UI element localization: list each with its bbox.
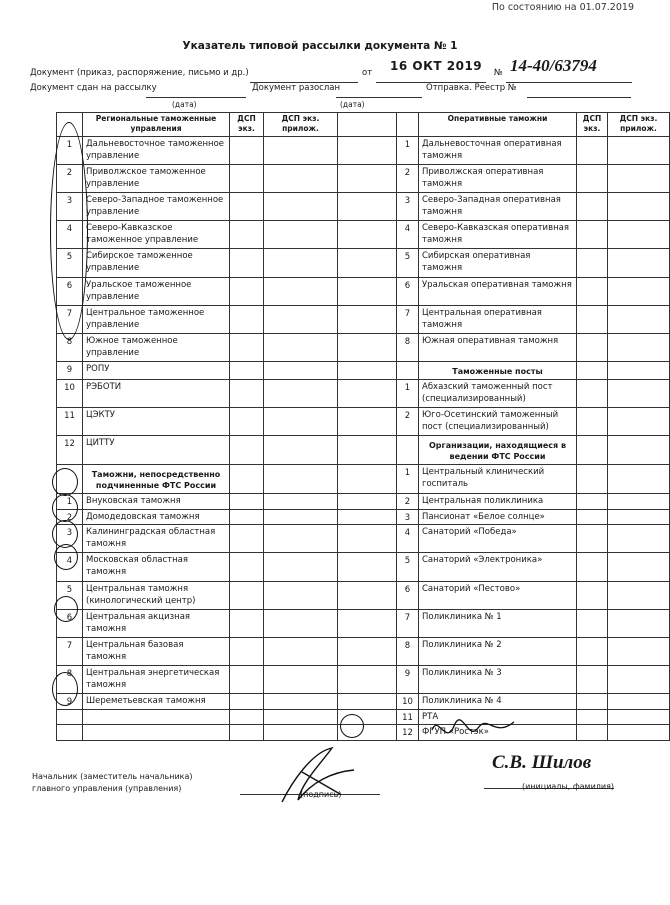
left-dsp-attach <box>264 305 338 333</box>
right-dsp-copies <box>577 553 608 581</box>
right-dsp-attach <box>608 137 670 165</box>
left-org-name <box>83 709 230 725</box>
left-row-number: 9 <box>57 361 83 379</box>
right-org-name: Центральный клинический госпиталь <box>419 464 577 493</box>
right-org-name: Пансионат «Белое солнце» <box>419 509 577 525</box>
right-dsp-attach <box>608 221 670 249</box>
left-row-number: 2 <box>57 509 83 525</box>
left-dsp-attach <box>264 379 338 407</box>
left-dsp-attach <box>264 553 338 581</box>
right-dsp-copies <box>577 725 608 741</box>
left-dsp-copies <box>230 609 264 637</box>
table-row <box>57 464 670 493</box>
left-row-number: 7 <box>57 637 83 665</box>
left-dsp-attach <box>264 193 338 221</box>
right-dsp-attach <box>608 333 670 361</box>
right-dsp-copies <box>577 407 608 435</box>
left-date-cell <box>338 221 397 249</box>
signer-position-line2: главного управления (управления) <box>32 784 182 793</box>
left-dsp-copies <box>230 137 264 165</box>
left-org-name: Центральная акцизная таможня <box>83 609 230 637</box>
right-dsp-copies <box>577 609 608 637</box>
right-row-number: 12 <box>397 725 419 741</box>
header-cell: ДСП экз. прилож. <box>264 113 338 137</box>
right-row-number: 11 <box>397 709 419 725</box>
right-row-number: 2 <box>397 494 419 510</box>
right-dsp-attach <box>608 494 670 510</box>
left-org-name: Московская областная таможня <box>83 553 230 581</box>
right-row-number: 4 <box>397 221 419 249</box>
left-dsp-attach <box>264 581 338 609</box>
right-row-number: 2 <box>397 165 419 193</box>
left-dsp-copies <box>230 581 264 609</box>
from-label: от <box>362 68 373 78</box>
sent-line <box>336 85 422 98</box>
left-dsp-copies <box>230 165 264 193</box>
header-cell: ДСП экз. <box>230 113 264 137</box>
left-date-cell <box>338 249 397 277</box>
left-dsp-copies <box>230 333 264 361</box>
right-dsp-attach <box>608 361 670 379</box>
left-date-cell <box>338 665 397 693</box>
left-row-number: 11 <box>57 407 83 435</box>
header-cell: Региональные таможенные управления <box>83 113 230 137</box>
left-date-cell <box>338 165 397 193</box>
left-row-number: 7 <box>57 305 83 333</box>
right-org-name: Приволжская оперативная таможня <box>419 165 577 193</box>
left-dsp-attach <box>264 221 338 249</box>
left-dsp-attach <box>264 435 338 464</box>
left-date-cell <box>338 137 397 165</box>
table-row <box>57 277 670 305</box>
right-org-name: Уральская оперативная таможня <box>419 277 577 305</box>
right-dsp-attach <box>608 709 670 725</box>
signature-scribble <box>262 742 362 812</box>
table-row <box>57 305 670 333</box>
left-date-cell <box>338 277 397 305</box>
right-org-name: Северо-Западная оперативная таможня <box>419 193 577 221</box>
left-row-number: 6 <box>57 609 83 637</box>
left-dsp-copies <box>230 249 264 277</box>
number-label: № <box>494 68 503 78</box>
right-row-number: 7 <box>397 609 419 637</box>
right-org-name: Южная оперативная таможня <box>419 333 577 361</box>
left-org-name: Дальневосточное таможенное управление <box>83 137 230 165</box>
right-org-name: Поликлиника № 4 <box>419 693 577 709</box>
right-row-number: 10 <box>397 693 419 709</box>
left-dsp-attach <box>264 725 338 741</box>
left-dsp-attach <box>264 665 338 693</box>
right-row-number: 6 <box>397 581 419 609</box>
right-dsp-copies <box>577 277 608 305</box>
right-row-number: 2 <box>397 407 419 435</box>
left-dsp-copies <box>230 553 264 581</box>
right-dsp-copies <box>577 509 608 525</box>
left-dsp-copies <box>230 435 264 464</box>
left-row-number <box>57 709 83 725</box>
left-dsp-attach <box>264 277 338 305</box>
right-row-number: 9 <box>397 665 419 693</box>
table-row <box>57 379 670 407</box>
distribution-table <box>56 112 670 741</box>
left-org-name: РОПУ <box>83 361 230 379</box>
doc-number-handwritten: 14-40/63794 <box>510 56 597 75</box>
left-row-number: 6 <box>57 277 83 305</box>
left-dsp-copies <box>230 407 264 435</box>
left-date-cell <box>338 333 397 361</box>
left-dsp-copies <box>230 305 264 333</box>
right-dsp-copies <box>577 693 608 709</box>
right-row-number: 6 <box>397 277 419 305</box>
left-dsp-attach <box>264 137 338 165</box>
left-date-cell <box>338 693 397 709</box>
left-dsp-attach <box>264 165 338 193</box>
left-row-number: 4 <box>57 221 83 249</box>
registry-line <box>527 85 631 98</box>
right-dsp-attach <box>608 581 670 609</box>
left-org-name: Калининградская областная таможня <box>83 525 230 553</box>
right-row-number: 3 <box>397 509 419 525</box>
signature-caption: (подпись) <box>300 790 342 799</box>
left-dsp-copies <box>230 709 264 725</box>
table-row <box>57 693 670 709</box>
header-cell: ДСП экз. прилож. <box>608 113 670 137</box>
right-dsp-attach <box>608 464 670 493</box>
left-dsp-copies <box>230 464 264 493</box>
left-org-name: ЦИТТУ <box>83 435 230 464</box>
right-row-number <box>397 435 419 464</box>
left-dsp-attach <box>264 509 338 525</box>
right-dsp-copies <box>577 361 608 379</box>
signer-position-line1: Начальник (заместитель начальника) <box>32 772 193 781</box>
right-row-number: 1 <box>397 379 419 407</box>
left-dsp-attach <box>264 525 338 553</box>
right-dsp-copies <box>577 249 608 277</box>
table-row <box>57 637 670 665</box>
left-row-number: 5 <box>57 581 83 609</box>
left-dsp-copies <box>230 379 264 407</box>
right-row-number: 5 <box>397 553 419 581</box>
left-row-number: 3 <box>57 193 83 221</box>
left-row-number: 1 <box>57 494 83 510</box>
table-row <box>57 249 670 277</box>
right-dsp-copies <box>577 137 608 165</box>
table-row <box>57 193 670 221</box>
right-dsp-attach <box>608 693 670 709</box>
handwritten-scribble <box>428 712 518 752</box>
table-row <box>57 609 670 637</box>
right-dsp-copies <box>577 525 608 553</box>
header-cell: ДСП экз. <box>577 113 608 137</box>
submitted-line <box>146 85 246 98</box>
table-row <box>57 509 670 525</box>
right-dsp-copies <box>577 193 608 221</box>
left-org-name: ЦЭКТУ <box>83 407 230 435</box>
left-dsp-copies <box>230 693 264 709</box>
handwritten-circle-mark <box>52 672 78 706</box>
left-org-name <box>83 725 230 741</box>
left-dsp-attach <box>264 709 338 725</box>
handwritten-circle-mark <box>52 494 78 522</box>
right-dsp-attach <box>608 509 670 525</box>
right-dsp-copies <box>577 709 608 725</box>
right-dsp-attach <box>608 525 670 553</box>
right-org-name: Организации, находящиеся в ведении ФТС России <box>419 435 577 464</box>
left-date-cell <box>338 509 397 525</box>
right-dsp-attach <box>608 435 670 464</box>
right-org-name: Таможенные посты <box>419 361 577 379</box>
right-org-name: ФГУП «Ростэк» <box>419 725 577 741</box>
right-org-name: Санаторий «Электроника» <box>419 553 577 581</box>
left-row-number: 8 <box>57 333 83 361</box>
sent-label: Документ разослан <box>252 83 341 93</box>
left-date-cell <box>338 379 397 407</box>
right-dsp-copies <box>577 165 608 193</box>
table-row <box>57 525 670 553</box>
left-dsp-copies <box>230 494 264 510</box>
right-org-name: Поликлиника № 2 <box>419 637 577 665</box>
left-org-name: Центральная таможня (кинологический центр) <box>83 581 230 609</box>
left-dsp-copies <box>230 637 264 665</box>
table-row <box>57 581 670 609</box>
handwritten-circle-mark <box>340 714 364 738</box>
handwritten-circle-mark <box>54 596 78 622</box>
date-caption-left: (дата) <box>172 100 197 109</box>
left-date-cell <box>338 553 397 581</box>
left-dsp-copies <box>230 509 264 525</box>
left-dsp-copies <box>230 525 264 553</box>
left-org-name: Внуковская таможня <box>83 494 230 510</box>
table-row <box>57 553 670 581</box>
left-date-cell <box>338 581 397 609</box>
table-row <box>57 435 670 464</box>
left-org-name: Северо-Западное таможенное управление <box>83 193 230 221</box>
left-row-number <box>57 725 83 741</box>
right-row-number: 4 <box>397 525 419 553</box>
left-dsp-attach <box>264 609 338 637</box>
left-dsp-attach <box>264 464 338 493</box>
right-dsp-copies <box>577 379 608 407</box>
left-org-name: Таможни, непосредственно подчиненные ФТС России <box>83 464 230 493</box>
left-dsp-attach <box>264 693 338 709</box>
right-dsp-copies <box>577 435 608 464</box>
doc-date-stamp: 16 ОКТ 2019 <box>390 59 483 73</box>
header-cell <box>338 113 397 137</box>
table-row <box>57 407 670 435</box>
right-dsp-copies <box>577 305 608 333</box>
initials-caption: (инициалы, фамилия) <box>522 782 615 791</box>
left-org-name: Центральная базовая таможня <box>83 637 230 665</box>
right-org-name: Центральная оперативная таможня <box>419 305 577 333</box>
handwritten-oval-mark <box>50 122 88 340</box>
right-row-number: 5 <box>397 249 419 277</box>
left-dsp-attach <box>264 637 338 665</box>
right-dsp-attach <box>608 165 670 193</box>
left-dsp-copies <box>230 725 264 741</box>
table-row <box>57 333 670 361</box>
right-dsp-copies <box>577 581 608 609</box>
left-row-number: 2 <box>57 165 83 193</box>
right-dsp-attach <box>608 277 670 305</box>
left-dsp-attach <box>264 333 338 361</box>
right-org-name: Санаторий «Пестово» <box>419 581 577 609</box>
left-date-cell <box>338 305 397 333</box>
left-row-number: 5 <box>57 249 83 277</box>
left-dsp-attach <box>264 407 338 435</box>
document-title: Указатель типовой рассылки документа № 1 <box>182 40 458 52</box>
left-date-cell <box>338 609 397 637</box>
left-date-cell <box>338 637 397 665</box>
right-row-number: 8 <box>397 333 419 361</box>
right-dsp-attach <box>608 379 670 407</box>
date-caption-right: (дата) <box>340 100 365 109</box>
right-dsp-copies <box>577 333 608 361</box>
right-dsp-copies <box>577 665 608 693</box>
right-dsp-copies <box>577 494 608 510</box>
table-header-row <box>57 113 670 137</box>
right-org-name: РТА <box>419 709 577 725</box>
left-date-cell <box>338 494 397 510</box>
right-org-name: Юго-Осетинский таможенный пост (специализированный) <box>419 407 577 435</box>
right-row-number: 3 <box>397 193 419 221</box>
right-dsp-copies <box>577 637 608 665</box>
right-dsp-copies <box>577 464 608 493</box>
table-row <box>57 137 670 165</box>
right-org-name: Центральная поликлиника <box>419 494 577 510</box>
right-dsp-copies <box>577 221 608 249</box>
left-dsp-copies <box>230 361 264 379</box>
left-date-cell <box>338 525 397 553</box>
header-cell: Оперативные таможни <box>419 113 577 137</box>
right-dsp-attach <box>608 305 670 333</box>
right-org-name: Поликлиника № 3 <box>419 665 577 693</box>
left-org-name: Центральная энергетическая таможня <box>83 665 230 693</box>
left-date-cell <box>338 407 397 435</box>
left-dsp-attach <box>264 494 338 510</box>
left-row-number: 3 <box>57 525 83 553</box>
left-org-name: Северо-Кавказское таможенное управление <box>83 221 230 249</box>
right-org-name: Дальневосточная оперативная таможня <box>419 137 577 165</box>
table-row <box>57 165 670 193</box>
left-dsp-copies <box>230 665 264 693</box>
right-org-name: Сибирская оперативная таможня <box>419 249 577 277</box>
right-row-number: 8 <box>397 637 419 665</box>
left-org-name: Центральное таможенное управление <box>83 305 230 333</box>
table-row <box>57 361 670 379</box>
left-org-name: Сибирское таможенное управление <box>83 249 230 277</box>
right-dsp-attach <box>608 609 670 637</box>
left-org-name: Приволжское таможенное управление <box>83 165 230 193</box>
handwritten-circle-mark <box>54 544 78 570</box>
submitted-label: Документ сдан на рассылку <box>30 83 157 93</box>
left-dsp-attach <box>264 361 338 379</box>
right-org-name: Северо-Кавказская оперативная таможня <box>419 221 577 249</box>
right-dsp-attach <box>608 407 670 435</box>
right-dsp-attach <box>608 249 670 277</box>
left-org-name: Домодедовская таможня <box>83 509 230 525</box>
header-cell <box>397 113 419 137</box>
right-row-number: 1 <box>397 137 419 165</box>
left-org-name: РЭБОТИ <box>83 379 230 407</box>
table-row <box>57 494 670 510</box>
left-org-name: Шереметьевская таможня <box>83 693 230 709</box>
right-dsp-attach <box>608 193 670 221</box>
left-org-name: Южное таможенное управление <box>83 333 230 361</box>
right-row-number: 7 <box>397 305 419 333</box>
right-dsp-attach <box>608 665 670 693</box>
left-row-number: 1 <box>57 137 83 165</box>
right-org-name: Санаторий «Победа» <box>419 525 577 553</box>
doc-type-label: Документ (приказ, распоряжение, письмо и др.) <box>30 68 249 78</box>
doc-type-line <box>250 70 358 83</box>
left-row-number: 8 <box>57 665 83 693</box>
left-row-number: 10 <box>57 379 83 407</box>
right-row-number: 1 <box>397 464 419 493</box>
left-date-cell <box>338 193 397 221</box>
status-date: По состоянию на 01.07.2019 <box>491 2 634 13</box>
right-org-name: Поликлиника № 1 <box>419 609 577 637</box>
left-date-cell <box>338 435 397 464</box>
table-row <box>57 665 670 693</box>
left-dsp-copies <box>230 221 264 249</box>
right-org-name: Абхазский таможенный пост (специализированный) <box>419 379 577 407</box>
right-row-number <box>397 361 419 379</box>
handwritten-circle-mark <box>52 468 78 496</box>
left-dsp-attach <box>264 249 338 277</box>
left-row-number: 12 <box>57 435 83 464</box>
left-org-name: Уральское таможенное управление <box>83 277 230 305</box>
right-dsp-attach <box>608 725 670 741</box>
left-row-number: 9 <box>57 693 83 709</box>
left-date-cell <box>338 361 397 379</box>
left-dsp-copies <box>230 277 264 305</box>
right-dsp-attach <box>608 637 670 665</box>
right-dsp-attach <box>608 553 670 581</box>
left-dsp-copies <box>230 193 264 221</box>
left-date-cell <box>338 464 397 493</box>
registry-label: Отправка. Реестр № <box>426 83 517 93</box>
left-row-number: 4 <box>57 553 83 581</box>
signer-name-handwritten: С.В. Шилов <box>492 752 592 773</box>
table-row <box>57 221 670 249</box>
